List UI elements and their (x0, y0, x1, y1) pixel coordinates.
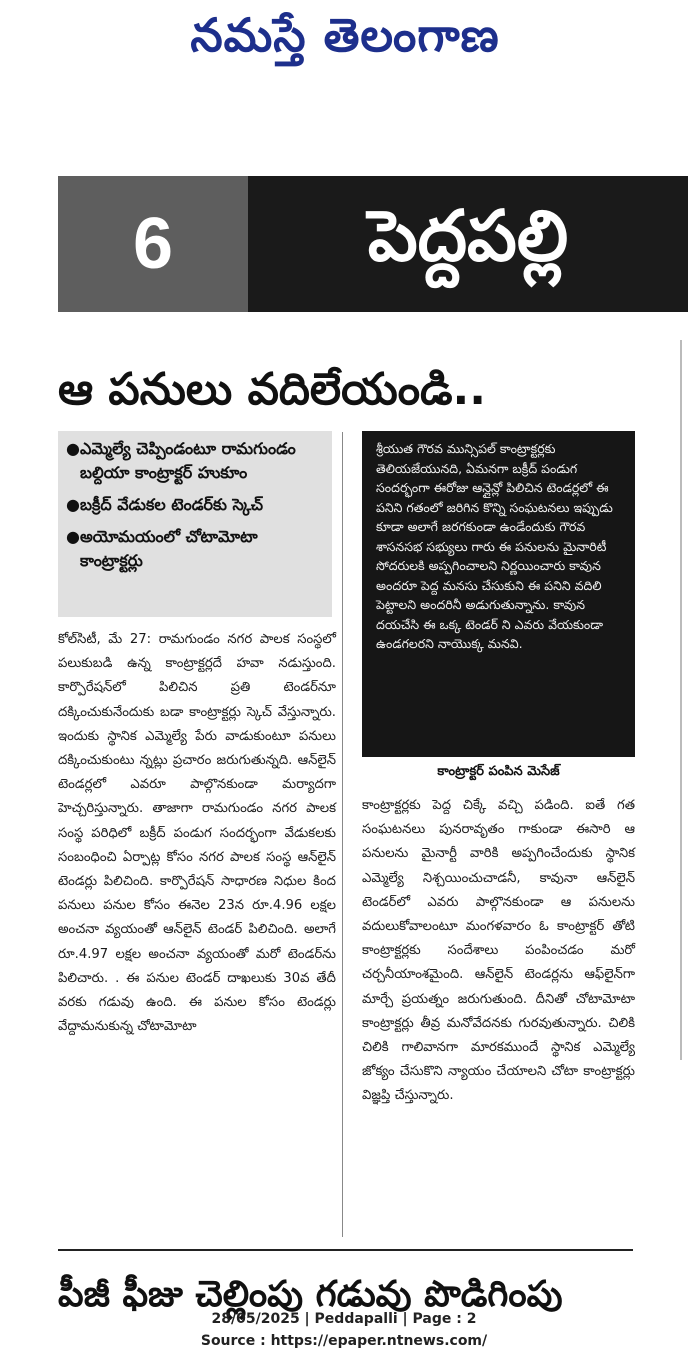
article-headline: ఆ పనులు వదిలేయండి.. (58, 364, 486, 415)
column-divider (342, 432, 343, 1237)
next-article-headline (58, 1274, 633, 1315)
article-body-left (58, 628, 336, 1039)
footer-date-line: 28/05/2025 | Peddapalli | Page : 2 (211, 1311, 477, 1327)
next-headline-text: పీజీ ఫీజు చెల్లింపు గడువు పొడిగింపు (58, 1274, 563, 1315)
bullet-icon: ● (66, 495, 80, 514)
right-margin-rule (680, 340, 682, 1060)
bullet-icon: ● (66, 527, 80, 546)
message-screenshot (362, 431, 635, 757)
article-paragraph: కాంట్రాక్టర్లకు పెద్ద చిక్కే వచ్చి పడింది. ఐతే గత సంఘటనలు పునరావృతం గాకుండా ఈసారి ఆ పనులను మైనార్టీ వారికి అప్పగించేందుకు స్థానిక ఎమ్మెల్యే నిశ్చయించుచాడనీ, కావునా ఆన్‌లైన్ టెండర్‌లో ఎవరు పాల్గొనకుండా ఆ పనులను వదులుకోవాలంటూ మంగళవారం ఓ కాంట్రాక్టర్ తోటి కాంట్రాక్టర్లకు సందేశాలు పంపించడం మరో చర్చనీయాంశమైంది. ఆన్‌లైన్ టెండర్లను ఆఫ్‌లైన్‌గా మార్చే ప్రయత్నం జరుగుతుంది. దీనితో చోటామోటా కాంట్రాక్టర్లు తీవ్ర మనోవేదనకు గురవుతున్నారు. చిలికి చిలికి గాలివానగా మారకముందే స్థానిక ఎమ్మెల్యే జోక్యం చేసుకొని న్యాయం చేయాలని చోటా కాంట్రాక్టర్లు విజ్ఞప్తి చేస్తున్నారు. (362, 798, 635, 1104)
masthead (0, 0, 688, 80)
page-footer (0, 1308, 688, 1352)
section-name: పెద్దపల్లి (248, 176, 688, 312)
highlights-box (58, 431, 332, 617)
bottom-divider (58, 1249, 633, 1251)
article-body-right (362, 794, 635, 1109)
message-caption: కాంట్రాక్టర్ పంపిన మెసేజ్ (437, 764, 560, 779)
page-number: 6 (58, 176, 248, 312)
newspaper-logo: నమస్తే తెలంగాణ (190, 8, 500, 62)
highlight-item (66, 437, 324, 485)
highlight-text: అయోమయంలో చోటామోటా కాంట్రాక్టర్లు (80, 527, 258, 570)
footer-source-line: Source : https://epaper.ntnews.com/ (200, 1333, 488, 1349)
bullet-icon: ● (66, 439, 80, 458)
highlight-item (66, 493, 324, 517)
message-text: శ్రీయుత గౌరవ మున్సిపల్ కాంట్రాక్టర్లకు తెలియజేయునది, ఏమనగా బక్రీద్ పండుగ సందర్భంగా ఈరోజు ఆన్లైన్లో పిలిచిన టెండర్లలో ఈ పనిని గతంలో జరిగిన కొన్ని సంఘటనలు ఇప్పుడు కూడా అలాగే జరగకుండా ఉండేందుకు గౌరవ శాసనసభ సభ్యులు గారు ఈ పనులను మైనారిటీ సోదరులకి అప్పగించాలని నిర్ణయించారు కావున అందరూ పెద్ద మనసు చేసుకుని ఈ పనిని వదిలి పెట్టాలని అందరినీ అడుగుతున్నాను. కావున దయచేసి ఈ ఒక్క టెండర్ ని ఎవరు వేయకుండా ఉండగలరని నాయొక్క మనవి. (376, 441, 613, 651)
highlight-text: ఎమ్మెల్యే చెప్పిండంటూ రామగుండం బల్దియా కాంట్రాక్టర్ హుకూం (80, 439, 296, 482)
section-bar (58, 176, 688, 312)
highlight-text: బక్రీద్ వేడుకల టెండర్‌కు స్కెచ్ (80, 495, 264, 514)
article-paragraph: కోల్‌సిటీ, మే 27: రామగుండం నగర పాలక సంస్థలో పలుకుబడి ఉన్న కాంట్రాక్టర్లదే హవా నడుస్తుంది. కార్పొరేషన్‌లో పిలిచిన ప్రతి టెండర్‌నూ దక్కించుకునేందుకు బడా కాంట్రాక్టర్లు స్కెచ్ వేస్తున్నారు. ఇందుకు స్థానిక ఎమ్మెల్యే పేరు వాడుకుంటూ పనులు దక్కించుకుంటు న్నట్లు ప్రచారం జరుగుతున్నది. ఆన్‌లైన్ టెండర్లలో ఎవరూ పాల్గొనకుండా మర్యాదగా హెచ్చరిస్తున్నారు. తాజాగా రామగుండం నగర పాలక సంస్థ పరిధిలో బక్రీద్ పండుగ సందర్భంగా వేడుకలకు సంబంధించి ఏర్పాట్ల కోసం నగర పాలక సంస్థ ఆన్‌లైన్ టెండర్లు పిలిచింది. కార్పొరేషన్ సాధారణ నిధుల కింద పనులు పనుల కోసం ఈనెల 23న రూ.4.96 లక్షల అంచనా వ్యయంతో ఆన్‌లైన్ టెండర్ పిలిచింది. అలాగే రూ.4.97 లక్షల అంచనా వ్యయంతో మరో టెండర్‌ను పిలిచారు. . ఈ పనుల టెండర్ దాఖలుకు 30వ తేదీ వరకు గడువు ఉంది. ఈ పనుల కోసం టెండర్లు వేద్దామనుకున్న చోటామోటా (58, 632, 336, 1035)
highlight-item (66, 525, 324, 573)
